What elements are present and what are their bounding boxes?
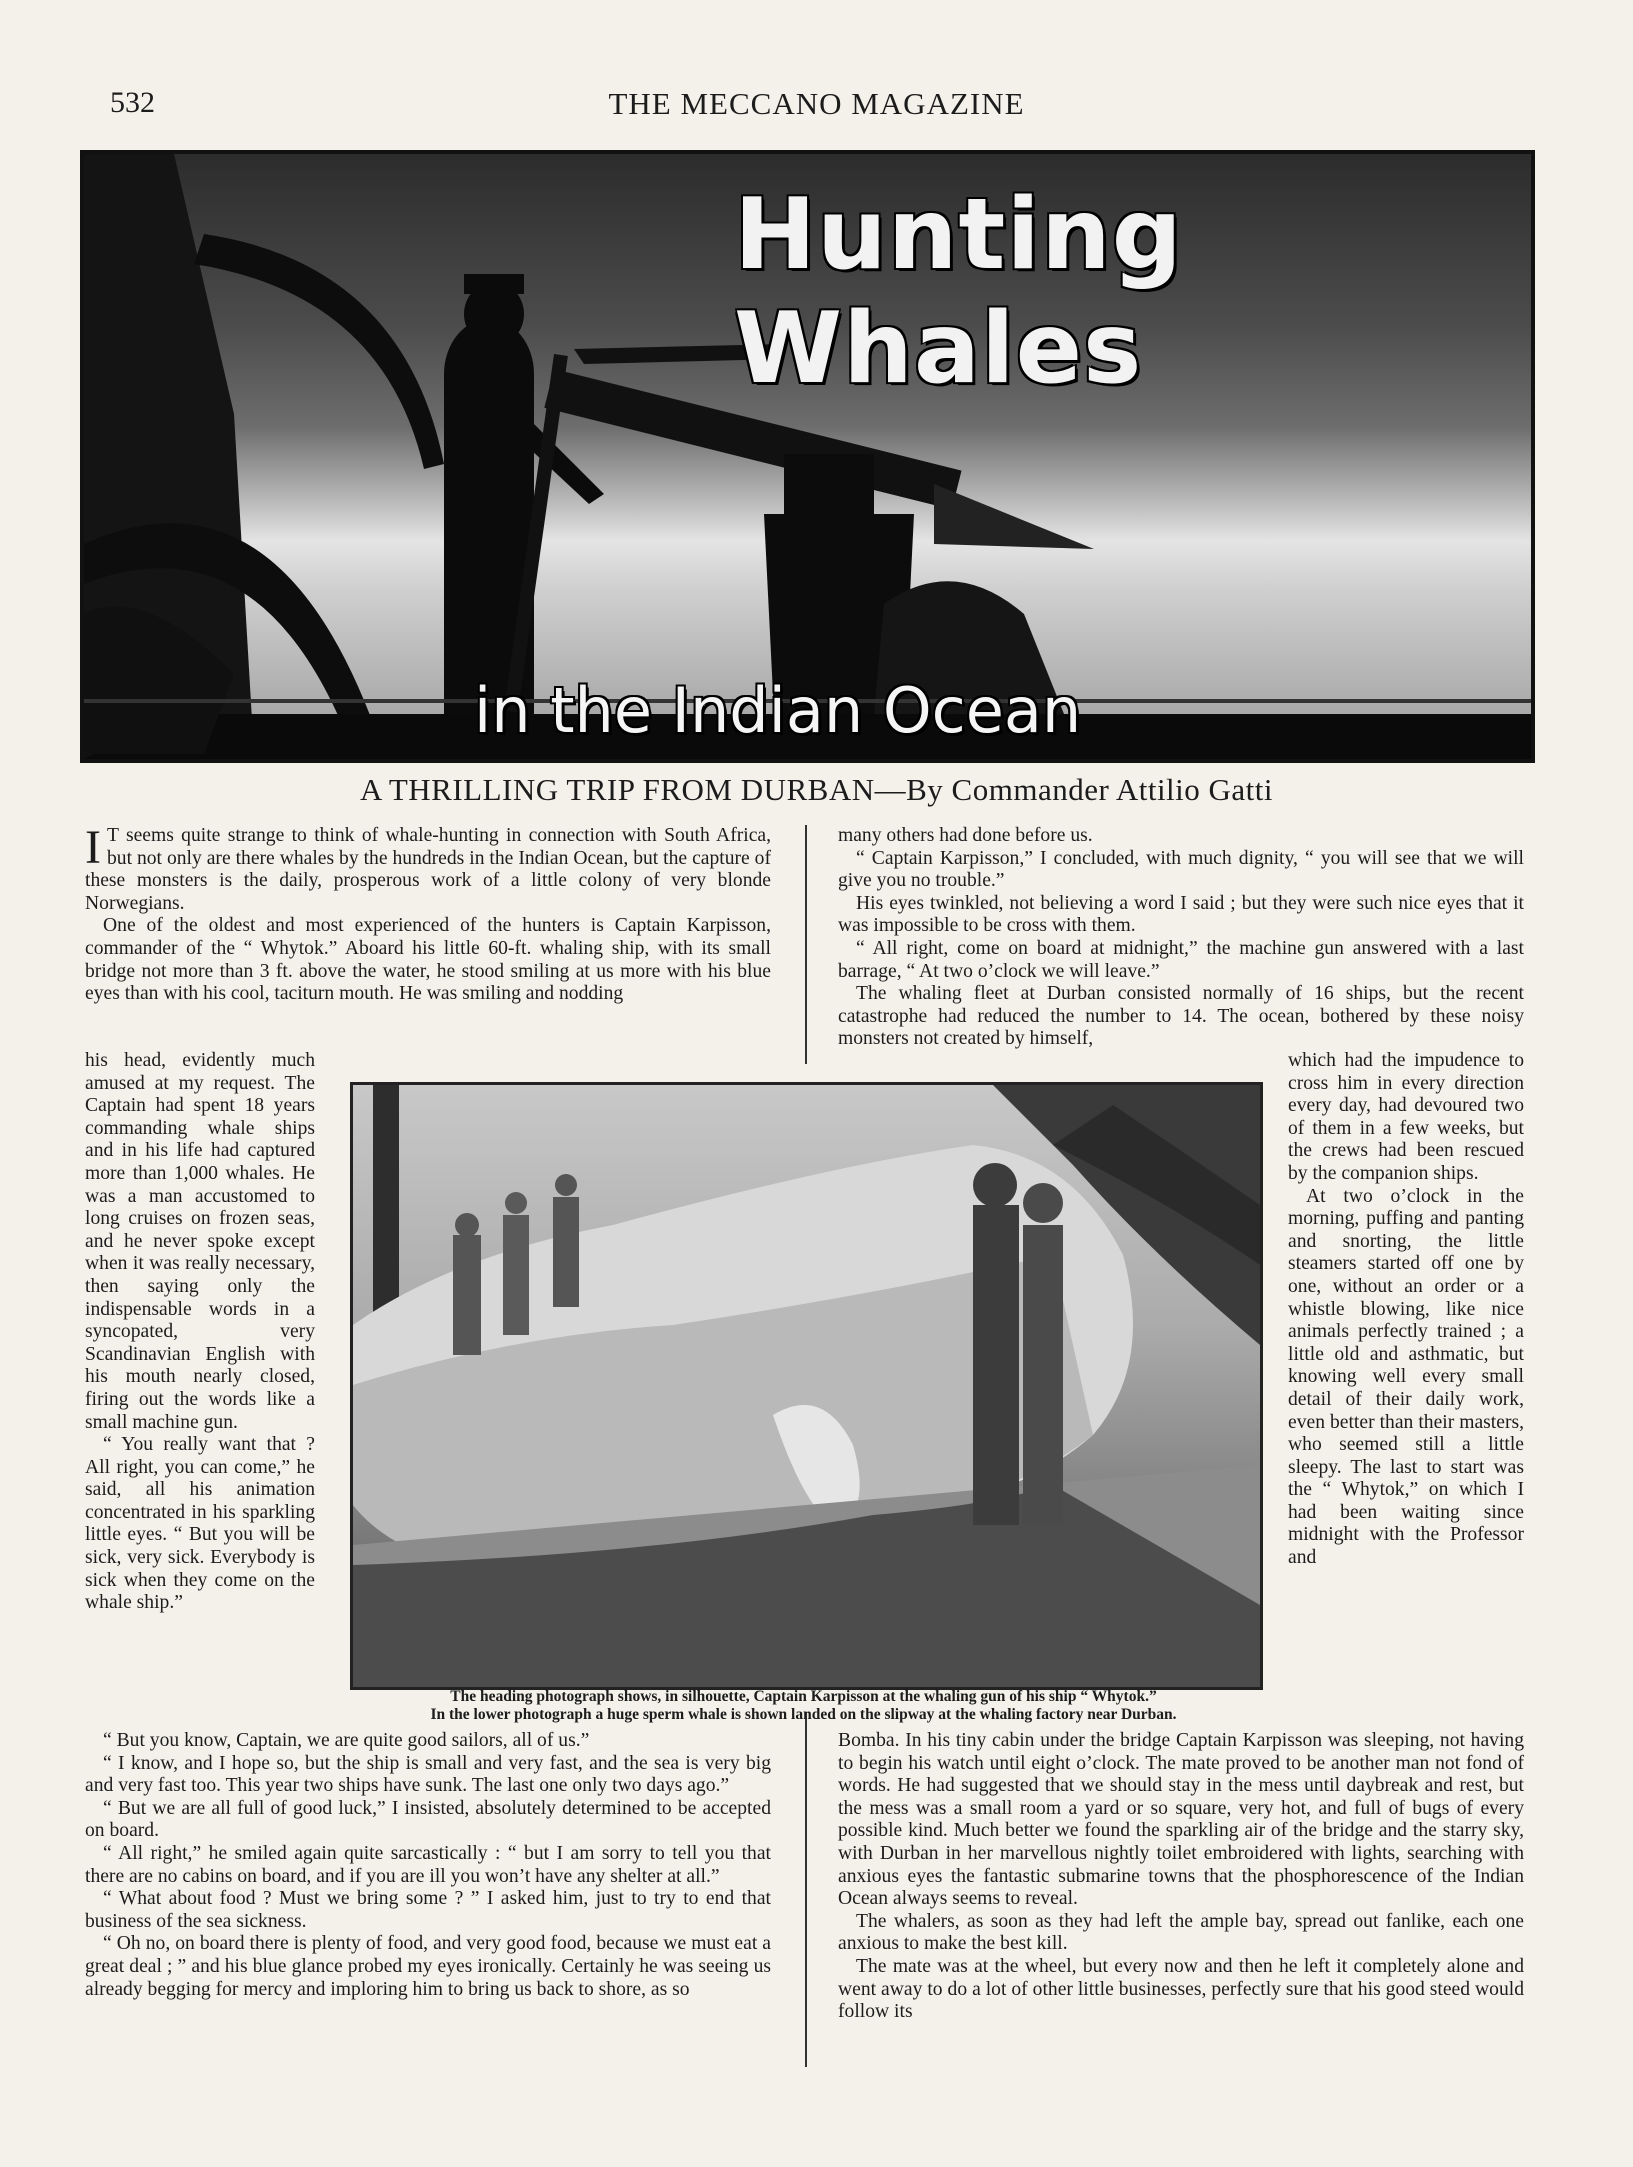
paragraph: “ You really want that ? All right, you can come,” he said, all his animation concentrated in his sparkling little eyes. “ But you will be sick, very sick. Everybody is sick when they come on the whale ship.”	[85, 1434, 315, 1614]
sperm-whale-photograph	[350, 1082, 1263, 1690]
paragraph: At two o’clock in the morning, puffing and panting and snorting, the little steamers started off one by one, without an order or a whistle blowing, like nice animals perfectly trained ; a little old and asthmatic, but knowing well every small detail of their daily work, even better than their masters, who seemed still a little sleepy. The last to start was the “ Whytok,” on which I had been waiting since midnight with the Professor and	[1288, 1185, 1524, 1569]
article-left-narrow	[85, 1050, 315, 1615]
banner-title: Hunting Whales	[734, 178, 1183, 406]
article-right-top	[838, 825, 1524, 1051]
article-right-narrow	[1288, 1050, 1524, 1570]
paragraph: The whaling fleet at Durban consisted normally of 16 ships, but the recent catastrophe had reduced the number to 14. The ocean, bothered by these noisy monsters not created by himself,	[838, 983, 1524, 1050]
drop-cap: I	[85, 821, 101, 874]
article-left-top	[85, 821, 771, 1006]
heading-photograph	[80, 150, 1535, 763]
paragraph: “ Oh no, on board there is plenty of food, and very good food, because we must eat a great deal ; ” and his blue glance probed my eyes ironically. Certainly he was seeing us already begging for mercy and imploring him to bring us back to shore, as so	[85, 1933, 771, 2000]
caption-line: The heading photograph shows, in silhouette, Captain Karpisson at the whaling gun of his ship “ Whytok.”	[450, 1688, 1157, 1705]
whale-image	[353, 1085, 1260, 1687]
paragraph: “ But you know, Captain, we are quite good sailors, all of us.”	[103, 1730, 590, 1751]
paragraph: Bomba. In his tiny cabin under the bridge Captain Karpisson was sleeping, not having to begin his watch until eight o’clock. The mate proved to be another man not fond of words. He had suggested that we should stay in the mess until daybreak and rest, but the mess was a small room a yard or so square, very hot, and full of bugs of every possible kind. Much better we found the sparkling air of the bridge and the starry sky, with Durban in her marvellous nightly toilet embroidered with lights, searching with anxious eyes the fantastic submarine towns that the phosphorescence of the Indian Ocean always seems to reveal.	[838, 1730, 1524, 1910]
paragraph: “ All right,” he smiled again quite sarcastically : “ but I am sorry to tell you that there are no cabins on board, and if you are ill you won’t have any shelter at all.”	[85, 1842, 771, 1887]
column-divider	[805, 825, 807, 1064]
paragraph: which had the impudence to cross him in every direction every day, had devoured two of them in a few weeks, but the crews had been rescued by the companion ships.	[1288, 1050, 1524, 1184]
paragraph: The whalers, as soon as they had left the ample bay, spread out fanlike, each one anxious to make the best kill.	[838, 1910, 1524, 1955]
paragraph: “ What about food ? Must we bring some ? ” I asked him, just to try to end that business of the sea sickness.	[85, 1888, 771, 1932]
paragraph: The mate was at the wheel, but every now and then he left it completely alone and went away to do a lot of other little businesses, perfectly sure that his good steed would follow its	[838, 1955, 1524, 2023]
page-number: 532	[110, 86, 155, 119]
paragraph: His eyes twinkled, not believing a word I said ; but they were such nice eyes that it was impossible to be cross with them.	[838, 892, 1524, 937]
caption-line: In the lower photograph a huge sperm whale is shown landed on the slipway at the whaling factory near Durban.	[430, 1706, 1177, 1723]
paragraph: “ But we are all full of good luck,” I insisted, absolutely determined to be accepted on board.	[85, 1797, 771, 1842]
article-right-bottom	[838, 1730, 1524, 2024]
paragraph: many others had done before us.	[838, 825, 1093, 846]
paragraph: “ I know, and I hope so, but the ship is small and very fast, and the sea is very big and very fast too. This year two ships have sunk. The last one only two days ago.”	[85, 1752, 771, 1797]
article-subheading: A THRILLING TRIP FROM DURBAN—By Commander Attilio Gatti	[359, 772, 1274, 807]
page-header	[0, 78, 1633, 128]
paragraph: I T seems quite strange to think of whale-hunting in connection with South Africa, but not only are there whales by the hundreds in the Indian Ocean, but the capture of these monsters is the daily, prosperous work of a little colony of very blonde Norwegians.	[85, 821, 771, 914]
magazine-title: THE MECCANO MAGAZINE	[608, 86, 1025, 121]
column-divider	[805, 1712, 807, 2067]
paragraph: “ Captain Karpisson,” I concluded, with much dignity, “ you will see that we will give you no trouble.”	[838, 847, 1524, 892]
paragraph: One of the oldest and most experienced of the hunters is Captain Karpisson, commander of the “ Whytok.” Aboard his little 60-ft. whaling ship, with its small bridge not more than 3 ft. above the water, he stood smiling at us more with his blue eyes than with his cool, taciturn mouth. He was smiling and nodding	[85, 915, 771, 1005]
banner-subtitle: in the Indian Ocean	[474, 674, 1082, 747]
photo-caption	[350, 1688, 1257, 1724]
paragraph: his head, evidently much amused at my request. The Captain had spent 18 years commanding whale ships and in his life had captured more than 1,000 whales. He was a man accustomed to long cruises on frozen seas, and he never spoke except when it was really necessary, then saying only the indispensable words in a syncopated, very Scandinavian English with his mouth nearly closed, firing out the words like a small machine gun.	[85, 1050, 315, 1433]
paragraph: “ All right, come on board at midnight,” the machine gun answered with a last barrage, “ At two o’clock we will leave.”	[838, 937, 1524, 982]
article-left-bottom	[85, 1730, 771, 2001]
